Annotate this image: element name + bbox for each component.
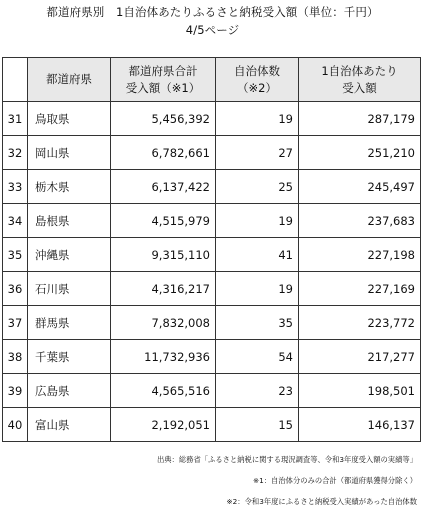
rank-cell: 33 — [3, 170, 28, 204]
rank-header — [3, 58, 28, 102]
rank-cell: 35 — [3, 238, 28, 272]
municipality-count-cell: 15 — [216, 408, 299, 442]
per-municipality-cell: 146,137 — [299, 408, 421, 442]
per-municipality-cell: 237,683 — [299, 204, 421, 238]
per-municipality-header: 1自治体あたり 受入額 — [299, 58, 421, 102]
municipality-count-cell: 41 — [216, 238, 299, 272]
per-municipality-cell: 251,210 — [299, 136, 421, 170]
total-amount-cell: 4,316,217 — [111, 272, 216, 306]
table-row — [3, 102, 421, 136]
total-amount-cell: 6,782,661 — [111, 136, 216, 170]
per-municipality-cell: 217,277 — [299, 340, 421, 374]
source-note: 出典：総務省「ふるさと納税に関する現況調査等、令和3年度受入額の実績等」 — [156, 455, 417, 464]
rank-cell: 40 — [3, 408, 28, 442]
prefecture-cell: 島根県 — [28, 204, 111, 238]
total-amount-cell: 7,832,008 — [111, 306, 216, 340]
total-amount-cell: 4,565,516 — [111, 374, 216, 408]
municipality-count-cell: 27 — [216, 136, 299, 170]
rank-cell: 31 — [3, 102, 28, 136]
prefecture-cell: 群馬県 — [28, 306, 111, 340]
municipality-count-cell: 54 — [216, 340, 299, 374]
per-municipality-cell: 287,179 — [299, 102, 421, 136]
total-amount-header: 都道府県合計 受入額（※1） — [111, 58, 216, 102]
municipality-count-cell: 23 — [216, 374, 299, 408]
municipality-count-cell: 19 — [216, 204, 299, 238]
table-row — [3, 136, 421, 170]
ranking-table — [2, 57, 421, 442]
prefecture-cell: 千葉県 — [28, 340, 111, 374]
prefecture-cell: 石川県 — [28, 272, 111, 306]
prefecture-cell: 栃木県 — [28, 170, 111, 204]
rank-cell: 37 — [3, 306, 28, 340]
total-amount-cell: 9,315,110 — [111, 238, 216, 272]
page-indicator: 4/5ページ — [185, 23, 240, 37]
prefecture-header: 都道府県 — [28, 58, 111, 102]
per-municipality-cell: 227,169 — [299, 272, 421, 306]
municipality-count-cell: 19 — [216, 272, 299, 306]
per-municipality-cell: 227,198 — [299, 238, 421, 272]
table-row — [3, 340, 421, 374]
rank-cell: 39 — [3, 374, 28, 408]
prefecture-cell: 富山県 — [28, 408, 111, 442]
municipality-count-cell: 19 — [216, 102, 299, 136]
rank-cell: 38 — [3, 340, 28, 374]
rank-cell: 32 — [3, 136, 28, 170]
per-municipality-cell: 198,501 — [299, 374, 421, 408]
total-amount-cell: 11,732,936 — [111, 340, 216, 374]
footnote-1: ※1：自治体分のみの合計（都道府県獲得分除く） — [253, 476, 417, 485]
table-row — [3, 272, 421, 306]
table-row — [3, 408, 421, 442]
prefecture-cell: 広島県 — [28, 374, 111, 408]
footnote-2: ※2：令和3年度にふるさと納税受入実績があった自治体数 — [226, 497, 417, 506]
municipality-count-header: 自治体数 （※2） — [216, 58, 299, 102]
total-amount-cell: 2,192,051 — [111, 408, 216, 442]
total-amount-cell: 6,137,422 — [111, 170, 216, 204]
table-row — [3, 170, 421, 204]
page-title: 都道府県別 1自治体あたりふるさと納税受入額（単位：千円） — [46, 5, 379, 19]
rank-cell: 34 — [3, 204, 28, 238]
prefecture-cell: 沖縄県 — [28, 238, 111, 272]
prefecture-cell: 鳥取県 — [28, 102, 111, 136]
rank-cell: 36 — [3, 272, 28, 306]
total-amount-cell: 5,456,392 — [111, 102, 216, 136]
total-amount-cell: 4,515,979 — [111, 204, 216, 238]
municipality-count-cell: 25 — [216, 170, 299, 204]
municipality-count-cell: 35 — [216, 306, 299, 340]
per-municipality-cell: 223,772 — [299, 306, 421, 340]
table-row — [3, 204, 421, 238]
per-municipality-cell: 245,497 — [299, 170, 421, 204]
table-header-row — [3, 58, 421, 102]
table-row — [3, 374, 421, 408]
table-row — [3, 238, 421, 272]
table-row — [3, 306, 421, 340]
prefecture-cell: 岡山県 — [28, 136, 111, 170]
